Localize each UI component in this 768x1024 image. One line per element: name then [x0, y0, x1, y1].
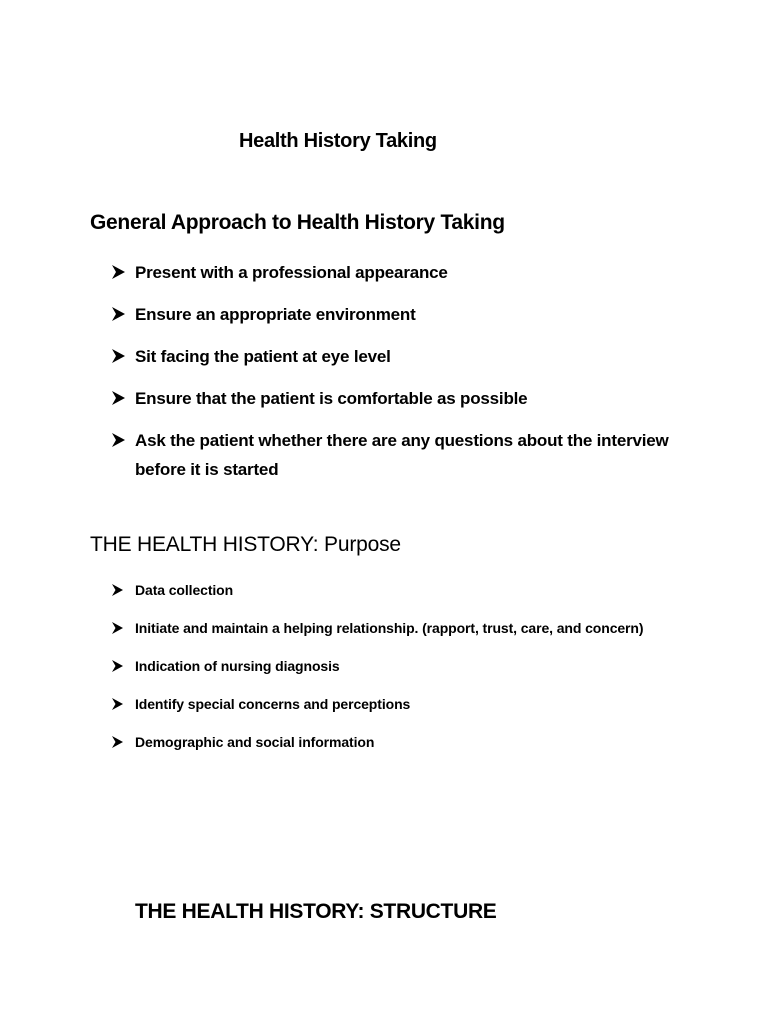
list-item [111, 578, 671, 603]
list-item-text: Identify special concerns and perceptions [135, 696, 411, 712]
arrow-bullet-icon [111, 697, 124, 711]
list-item [111, 342, 671, 371]
list-item [111, 426, 671, 484]
list-item-text: Sit facing the patient at eye level [135, 347, 391, 366]
list-item [111, 616, 671, 641]
arrow-bullet-icon [111, 659, 124, 673]
list-item [111, 300, 671, 329]
purpose-list [111, 578, 671, 768]
arrow-bullet-icon [111, 583, 124, 597]
list-item-text: Ensure that the patient is comfortable as possible [135, 389, 528, 408]
structure-heading: THE HEALTH HISTORY: STRUCTURE [135, 900, 497, 923]
list-item-text: Indication of nursing diagnosis [135, 658, 340, 674]
list-item [111, 384, 671, 413]
list-item [111, 654, 671, 679]
approach-heading: General Approach to Health History Taking [90, 211, 505, 234]
arrow-bullet-icon [111, 735, 124, 749]
list-item-text: Data collection [135, 582, 234, 598]
list-item-text: Ask the patient whether there are any questions about the interview before it is started [135, 431, 669, 479]
list-item-text: Ensure an appropriate environment [135, 305, 416, 324]
arrow-bullet-icon [111, 432, 126, 448]
approach-list [111, 258, 671, 497]
list-item-text: Present with a professional appearance [135, 263, 448, 282]
arrow-bullet-icon [111, 348, 126, 364]
list-item-text: Initiate and maintain a helping relationship. (rapport, trust, care, and concern) [135, 620, 644, 636]
list-item [111, 258, 671, 287]
purpose-heading: THE HEALTH HISTORY: Purpose [90, 533, 401, 556]
document-title: Health History Taking [239, 130, 437, 152]
list-item [111, 730, 671, 755]
arrow-bullet-icon [111, 621, 124, 635]
arrow-bullet-icon [111, 390, 126, 406]
arrow-bullet-icon [111, 306, 126, 322]
list-item-text: Demographic and social information [135, 734, 375, 750]
list-item [111, 692, 671, 717]
arrow-bullet-icon [111, 264, 126, 280]
